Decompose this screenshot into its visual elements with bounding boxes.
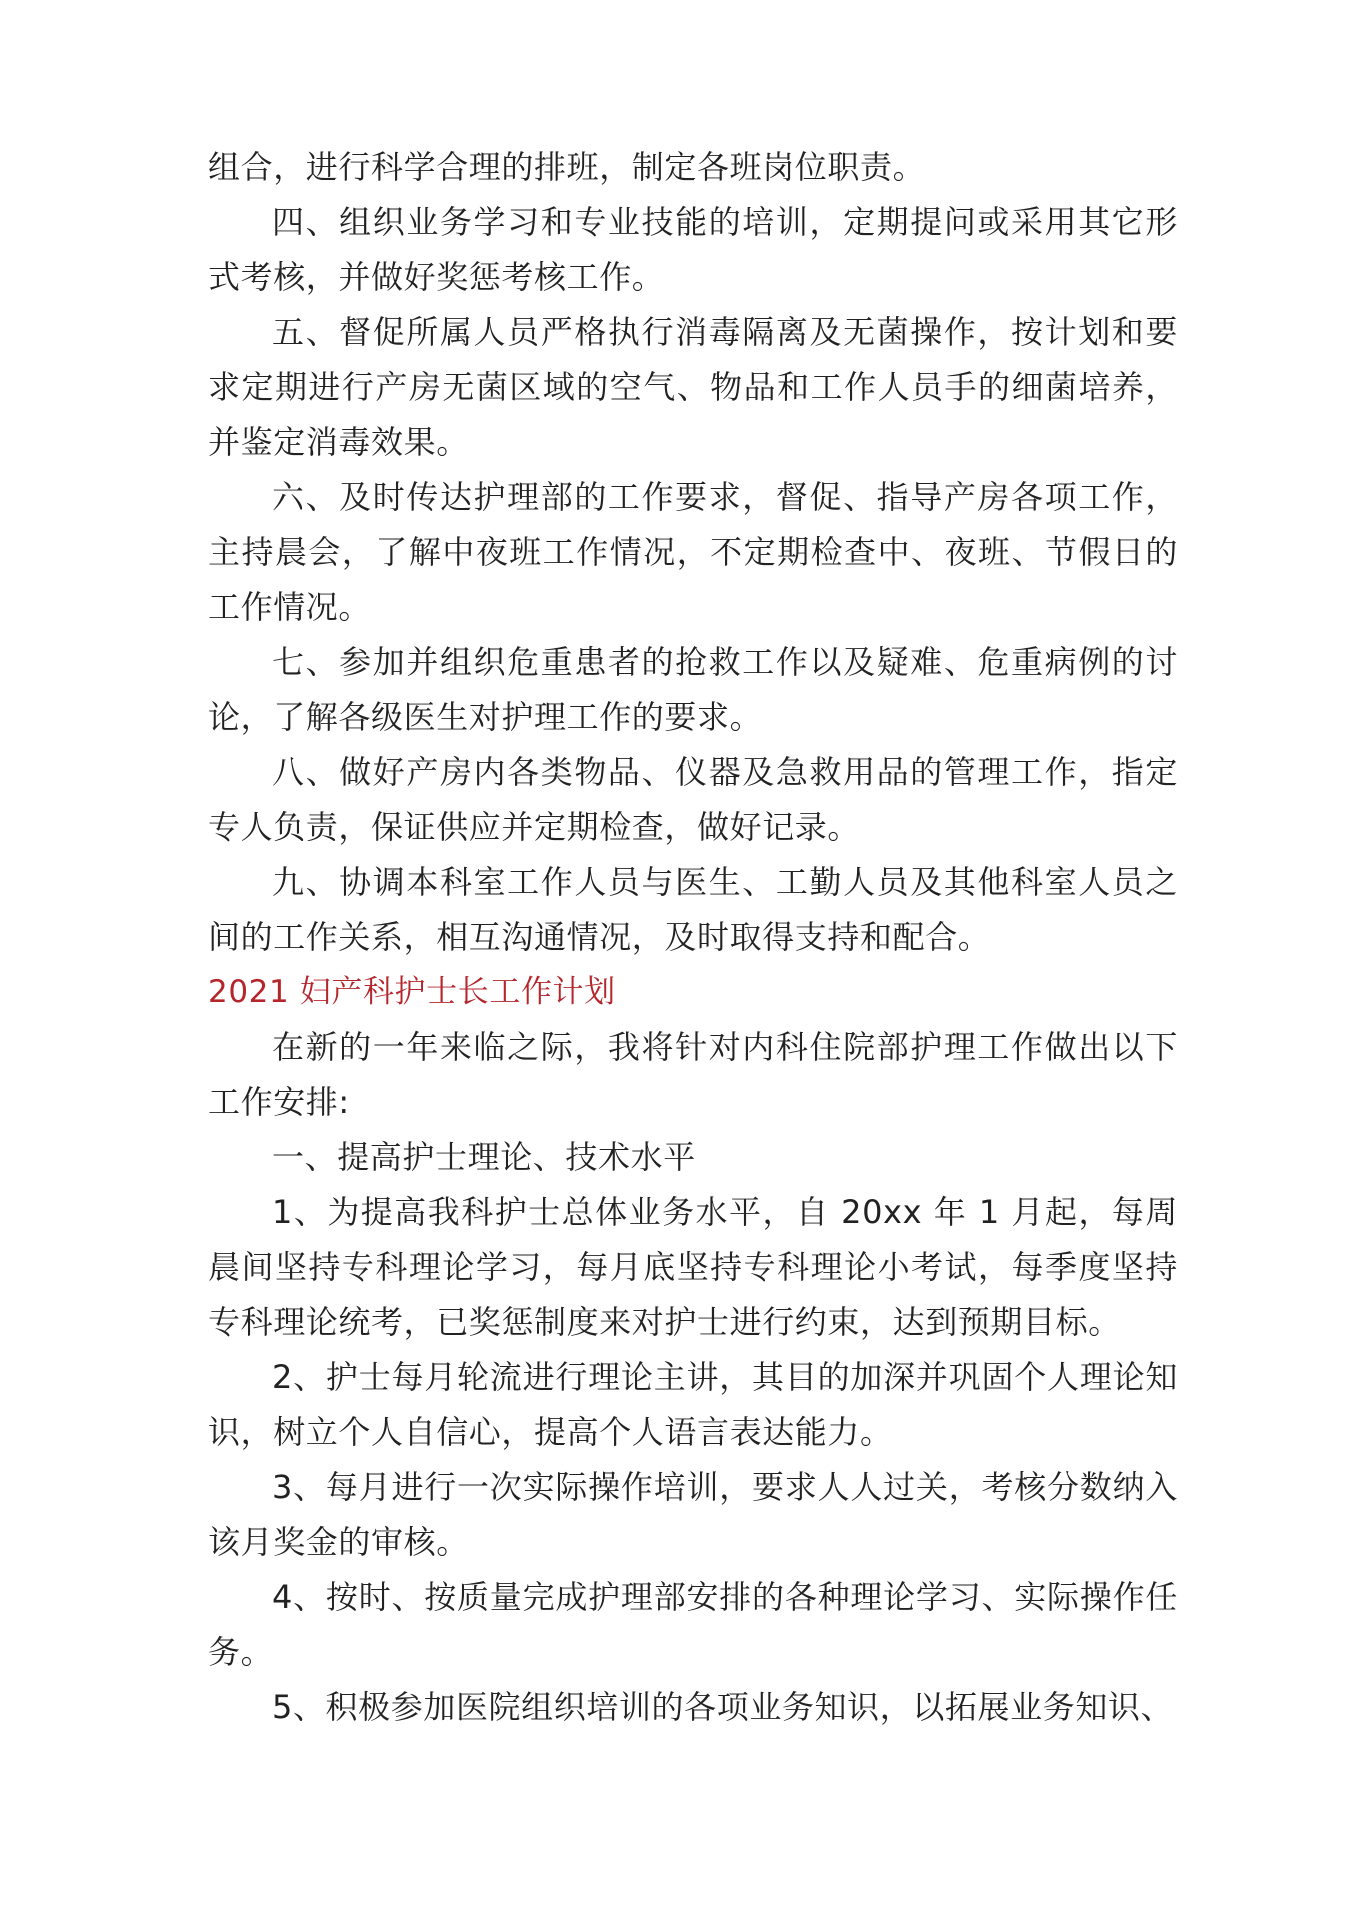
document-body	[208, 140, 1178, 1735]
paragraph: 5、积极参加医院组织培训的各项业务知识，以拓展业务知识、	[272, 1688, 1174, 1726]
paragraph: 2、护士每月轮流进行理论主讲，其目的加深并巩固个人理论知识，树立个人自信心，提高个人语言表达能力。	[208, 1358, 1178, 1451]
paragraph: 七、参加并组织危重患者的抢救工作以及疑难、危重病例的讨论，了解各级医生对护理工作的要求。	[208, 643, 1178, 736]
paragraph: 4、按时、按质量完成护理部安排的各种理论学习、实际操作任务。	[208, 1578, 1178, 1671]
paragraph: 组合，进行科学合理的排班，制定各班岗位职责。	[208, 148, 926, 186]
paragraph: 八、做好产房内各类物品、仪器及急救用品的管理工作，指定专人负责，保证供应并定期检查，做好记录。	[208, 753, 1178, 846]
paragraph: 九、协调本科室工作人员与医生、工勤人员及其他科室人员之间的工作关系，相互沟通情况，及时取得支持和配合。	[208, 863, 1178, 956]
paragraph: 一、提高护士理论、技术水平	[272, 1138, 696, 1176]
paragraph: 在新的一年来临之际，我将针对内科住院部护理工作做出以下工作安排:	[208, 1028, 1178, 1121]
paragraph: 六、及时传达护理部的工作要求，督促、指导产房各项工作，主持晨会，了解中夜班工作情况，不定期检查中、夜班、节假日的工作情况。	[208, 478, 1178, 626]
section-heading: 2021 妇产科护士长工作计划	[208, 974, 616, 1010]
paragraph: 四、组织业务学习和专业技能的培训，定期提问或采用其它形式考核，并做好奖惩考核工作。	[208, 203, 1178, 296]
paragraph: 五、督促所属人员严格执行消毒隔离及无菌操作，按计划和要求定期进行产房无菌区域的空气、物品和工作人员手的细菌培养，并鉴定消毒效果。	[208, 313, 1178, 461]
paragraph: 1、为提高我科护士总体业务水平，自 20xx 年 1 月起，每周晨间坚持专科理论学习，每月底坚持专科理论小考试，每季度坚持专科理论统考，已奖惩制度来对护士进行约束，达到预期目标。	[208, 1193, 1178, 1341]
paragraph: 3、每月进行一次实际操作培训，要求人人过关，考核分数纳入该月奖金的审核。	[208, 1468, 1178, 1561]
